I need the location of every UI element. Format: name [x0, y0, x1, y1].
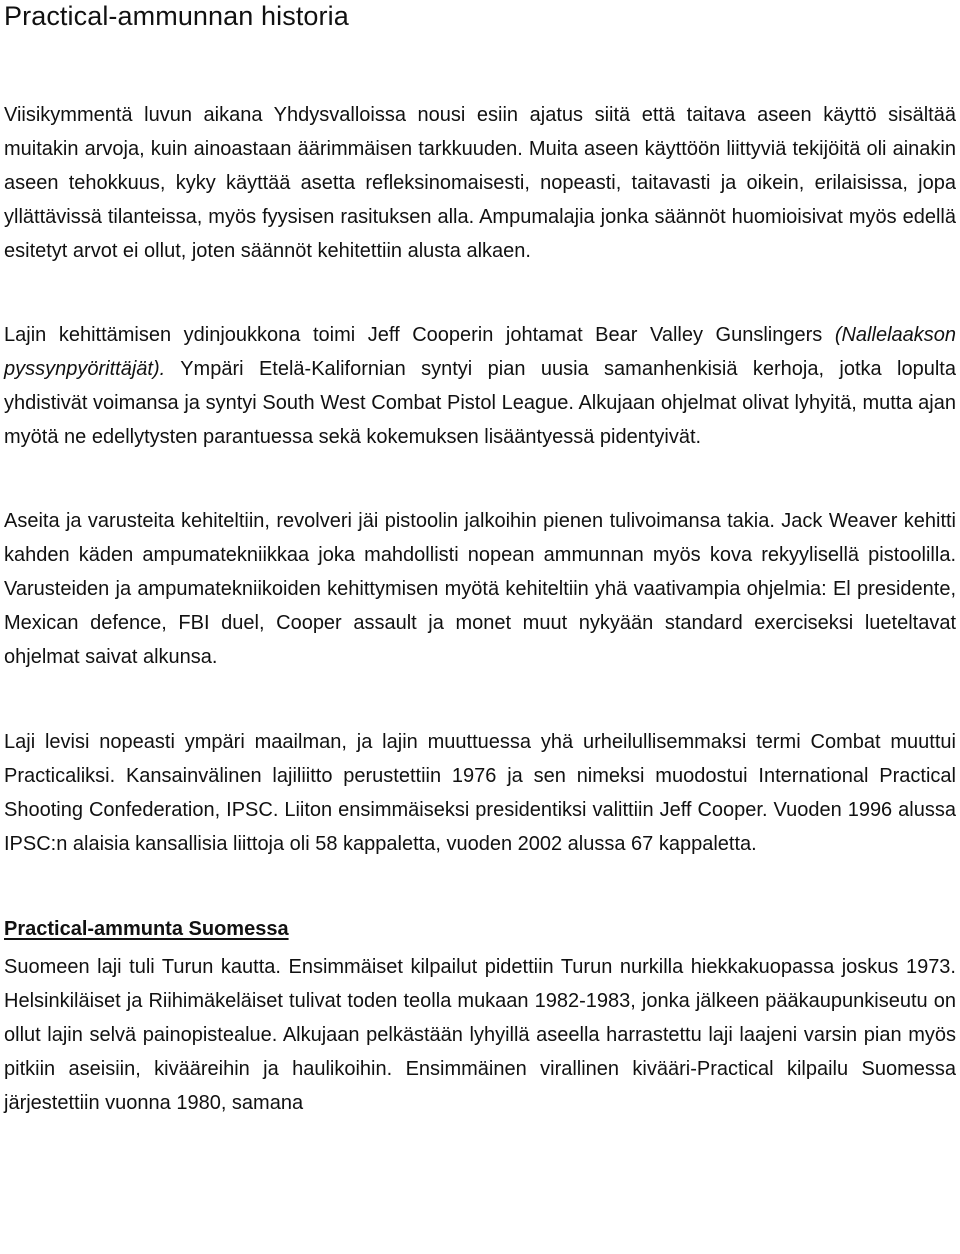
paragraph-equipment: Aseita ja varusteita kehiteltiin, revolveri jäi pistoolin jalkoihin pienen tulivoimansa takia. Jack Weaver kehitti kahden käden ampumatekniikkaa joka mahdollisti nopean ammunnan myös kova rekyylisellä pistoolilla. Varusteiden ja ampumatekniikoiden kehittymisen myötä kehiteltiin yhä vaativampia ohjelmia: El presidente, Mexican defence, FBI duel, Cooper assault ja monet muut nykyään standard exerciseksi lueteltavat ohjelmat saivat alkunsa.: [4, 510, 956, 668]
paragraph-finland: Suomeen laji tuli Turun kautta. Ensimmäiset kilpailut pidettiin Turun nurkilla hiekkakuopassa joskus 1973. Helsinkiläiset ja Riihimäkeläiset tulivat toden teolla mukaan 1982-1983, jonka jälkeen pääkaupunkiseutu on ollut lajin selvä painopistealue. Alkujaan pelkästään lyhyillä aseella harrastettu laji laajeni varsin pian myös pitkiin aseisiin, kivääreihin ja haulikoihin. Ensimmäinen virallinen kivääri-Practical kilpailu Suomessa järjestettiin vuonna 1980, samana: [4, 956, 956, 1114]
paragraph-text: Lajin kehittämisen ydinjoukkona toimi Jeff Cooperin johtamat Bear Valley Gunslingers: [4, 324, 835, 346]
section-heading: Practical-ammunta Suomessa: [4, 918, 289, 940]
paragraph-bear-valley: [4, 318, 956, 454]
italic-translation: (Nallelaakson pyssynpyörittäjät).: [4, 324, 956, 380]
paragraph-origins: Viisikymmentä luvun aikana Yhdysvalloissa nousi esiin ajatus siitä että taitava aseen käyttö sisältää muitakin arvoja, kuin ainoastaan äärimmäisen tarkkuuden. Muita aseen käyttöön liittyviä tekijöitä oli ainakin aseen tehokkuus, kyky käyttää asetta refleksinomaisesti, nopeasti, taitavasti ja oikein, erilaisissa, jopa yllättävissä tilanteissa, myös fyysisen rasituksen alla. Ampumalajia jonka säännöt huomioisivat myös edellä esitetyt arvot ei ollut, joten säännöt kehitettiin alusta alkaen.: [4, 104, 956, 262]
document-page: [4, 0, 956, 1120]
page-title: Practical-ammunnan historia: [4, 1, 349, 31]
paragraph-text: Ympäri Etelä-Kalifornian syntyi pian uusia samanhenkisiä kerhoja, jotka lopulta yhdistivät voimansa ja syntyi South West Combat Pistol League. Alkujaan ohjelmat olivat lyhyitä, mutta ajan myötä ne edellytysten parantuessa sekä kokemuksen lisääntyessä pidentyivät.: [4, 358, 956, 448]
paragraph-ipsc: Laji levisi nopeasti ympäri maailman, ja lajin muuttuessa yhä urheilullisemmaksi termi Combat muuttui Practicaliksi. Kansainvälinen lajiliitto perustettiin 1976 ja sen nimeksi muodostui International Practical Shooting Confederation, IPSC. Liiton ensimmäiseksi presidentiksi valittiin Jeff Cooper. Vuoden 1996 alussa IPSC:n alaisia kansallisia liittoja oli 58 kappaletta, vuoden 2002 alussa 67 kappaletta.: [4, 731, 956, 855]
